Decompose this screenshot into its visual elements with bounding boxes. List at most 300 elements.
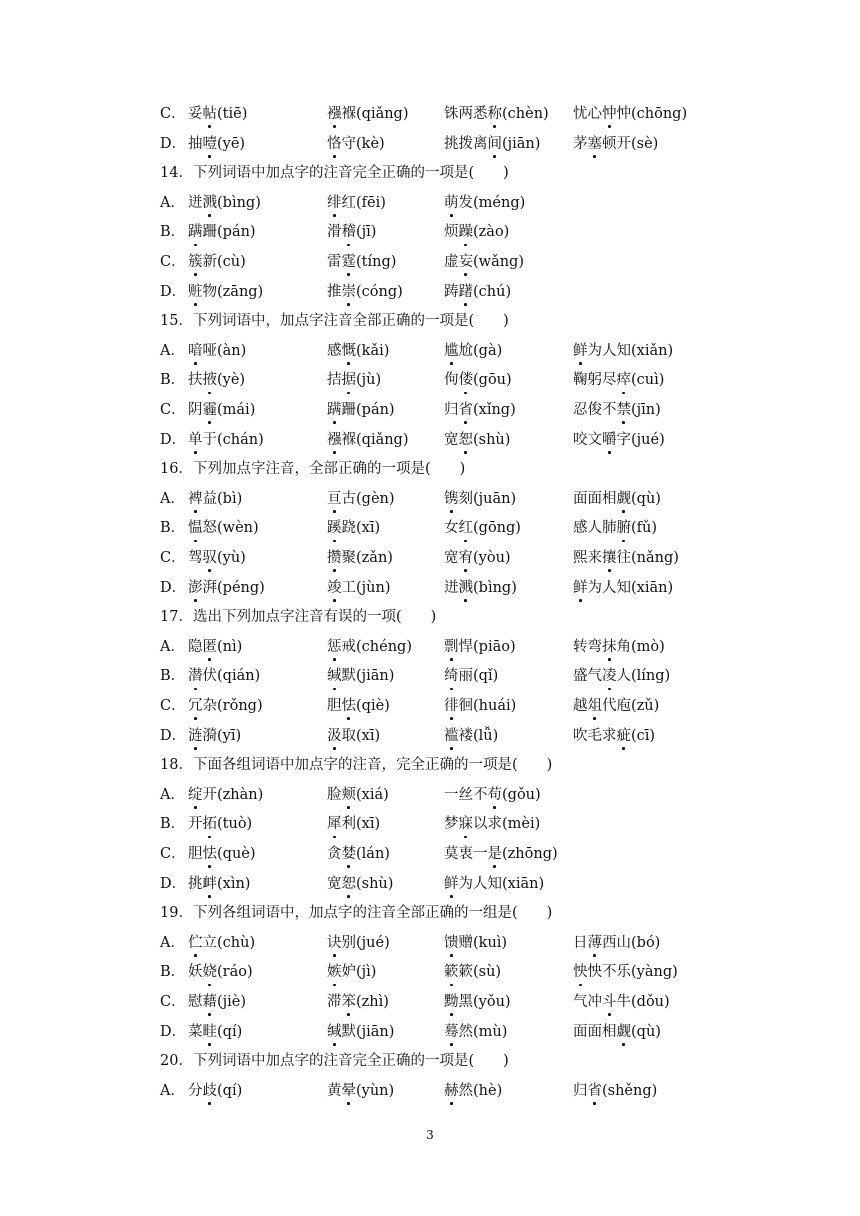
word-with-pinyin: 挑拨离间(jiān) [444, 132, 540, 156]
question-stem: 14．下列词语中加点字的注音完全正确的一项是( ) [160, 165, 509, 182]
word-with-pinyin: 怏怏不乐(yàng) [573, 960, 678, 984]
pinyin: (gèn) [356, 490, 395, 507]
page-number: 3 [426, 1128, 434, 1142]
emphasis-dotted-char: 忡 [602, 102, 617, 126]
option-label: A． [160, 342, 185, 359]
pinyin: (xiǎn) [631, 342, 674, 359]
pinyin: (hè) [473, 1082, 503, 1099]
word-with-pinyin: 盛气凌人(líng) [573, 664, 670, 688]
pinyin: (fēi) [356, 194, 386, 211]
emphasis-dotted-char: 惩 [327, 635, 342, 659]
option-label: C． [160, 402, 186, 418]
pinyin: (zǎn) [356, 550, 393, 566]
word-with-pinyin: 簇新(cù) [188, 250, 246, 274]
pinyin: (qiǎng) [356, 431, 409, 448]
emphasis-dotted-char: 潜 [188, 664, 203, 688]
pinyin: (yī) [217, 727, 242, 744]
pinyin: (bìng) [473, 579, 517, 596]
emphasis-dotted-char: 躁 [459, 220, 474, 244]
pinyin: (jiān) [356, 668, 395, 685]
emphasis-dotted-char: 尴 [444, 339, 459, 363]
word-with-pinyin: 宽宥(yòu) [444, 546, 511, 570]
emphasis-dotted-char: 伫 [188, 931, 203, 955]
word-with-pinyin: 熙来攘往(nǎng) [573, 546, 679, 570]
word-with-pinyin: 忍俊不禁(jīn) [573, 398, 661, 422]
pinyin: (jué) [631, 431, 665, 448]
emphasis-dotted-char: 单 [188, 428, 203, 452]
pinyin: (pán) [356, 402, 395, 418]
word-with-pinyin: 澎湃(péng) [188, 576, 265, 600]
emphasis-dotted-char: 觑 [617, 487, 632, 511]
emphasis-dotted-char: 歧 [203, 1079, 218, 1103]
emphasis-dotted-char: 颊 [342, 783, 357, 807]
emphasis-dotted-char: 抹 [602, 635, 617, 659]
pinyin: (bì) [217, 490, 243, 507]
word-with-pinyin: 梦寐以求(mèi) [444, 812, 540, 836]
emphasis-dotted-char: 澎 [188, 576, 203, 600]
emphasis-dotted-char: 匿 [203, 635, 218, 659]
emphasis-dotted-char: 畦 [203, 1020, 218, 1044]
pinyin: (lán) [356, 846, 390, 862]
word-with-pinyin: 归省(shěng) [573, 1079, 657, 1103]
pinyin: (chú) [473, 283, 512, 300]
option-label: D． [160, 875, 187, 892]
emphasis-dotted-char: 笨 [342, 990, 357, 1014]
word-with-pinyin: 鲜为人知(xiān) [573, 576, 673, 600]
pinyin: (yòu) [473, 550, 511, 566]
pinyin: (lǚ) [473, 727, 499, 744]
emphasis-dotted-char: 掖 [203, 368, 218, 392]
emphasis-dotted-char: 霾 [203, 398, 218, 422]
emphasis-dotted-char: 馈 [444, 931, 459, 955]
pinyin: (jiān) [356, 1023, 395, 1040]
pinyin: (qián) [217, 668, 261, 685]
pinyin: (yàng) [631, 964, 678, 981]
word-with-pinyin: 铢两悉称(chèn) [444, 102, 549, 126]
word-with-pinyin: 镌刻(juān) [444, 487, 516, 511]
option-label: C． [160, 106, 186, 122]
emphasis-dotted-char: 禁 [617, 398, 632, 422]
word-with-pinyin: 归省(xǐng) [444, 398, 516, 422]
emphasis-dotted-char: 诀 [327, 931, 342, 955]
pinyin: (xiá) [356, 786, 389, 803]
pinyin: (yù) [217, 550, 246, 566]
word-with-pinyin: 宽恕(shù) [327, 872, 393, 896]
pinyin: (ráo) [217, 964, 253, 981]
emphasis-dotted-char: 蹊 [327, 516, 342, 540]
pinyin: (mù) [473, 1023, 508, 1040]
word-with-pinyin: 绮丽(qǐ) [444, 664, 498, 688]
emphasis-dotted-char: 嫉 [327, 960, 342, 984]
pinyin: (shù) [356, 875, 394, 892]
pinyin: (jī) [356, 224, 377, 241]
pinyin: (xī) [356, 816, 381, 833]
word-with-pinyin: 莫衷一是(zhōng) [444, 842, 558, 866]
emphasis-dotted-char: 绮 [444, 664, 459, 688]
word-with-pinyin: 隐匿(nì) [188, 635, 242, 659]
pinyin: (gōu) [473, 372, 512, 389]
emphasis-dotted-char: 觑 [617, 1020, 632, 1044]
word-with-pinyin: 迸溅(bìng) [444, 576, 517, 600]
word-with-pinyin: 越俎代庖(zǔ) [573, 694, 659, 718]
option-label: D． [160, 727, 187, 744]
word-with-pinyin: 感慨(kǎi) [327, 339, 389, 363]
emphasis-dotted-char: 慨 [342, 339, 357, 363]
word-with-pinyin: 面面相觑(qù) [573, 487, 661, 511]
pinyin: (sè) [631, 135, 659, 152]
word-with-pinyin: 尴尬(gà) [444, 339, 502, 363]
pinyin: (fǔ) [631, 520, 658, 537]
emphasis-dotted-char: 溅 [203, 191, 218, 215]
emphasis-dotted-char: 驭 [203, 546, 218, 570]
emphasis-dotted-char: 绽 [188, 783, 203, 807]
emphasis-dotted-char: 缄 [327, 664, 342, 688]
option-label: D． [160, 283, 187, 300]
pinyin: (kuì) [473, 934, 508, 951]
pinyin: (xìn) [217, 875, 251, 892]
emphasis-dotted-char: 妄 [459, 250, 474, 274]
pinyin: (gǒu) [502, 786, 541, 803]
emphasis-dotted-char: 拓 [203, 812, 218, 836]
pinyin: (zhōng) [502, 846, 558, 862]
emphasis-dotted-char: 缄 [327, 1020, 342, 1044]
emphasis-dotted-char: 帖 [203, 102, 218, 126]
word-with-pinyin: 茅塞顿开(sè) [573, 132, 658, 156]
word-with-pinyin: 裨益(bì) [188, 487, 242, 511]
emphasis-dotted-char: 噎 [203, 132, 218, 156]
word-with-pinyin: 转弯抹角(mò) [573, 635, 665, 659]
pinyin: (jiān) [502, 135, 541, 152]
pinyin: (pán) [217, 224, 256, 241]
word-with-pinyin: 妖娆(ráo) [188, 960, 253, 984]
emphasis-dotted-char: 红 [459, 516, 474, 540]
option-label: B． [160, 668, 186, 685]
pinyin: (cóng) [356, 283, 403, 300]
pinyin: (qiè) [356, 698, 390, 714]
pinyin: (zào) [473, 224, 510, 241]
pinyin: (què) [217, 846, 256, 862]
word-with-pinyin: 褴褛(lǚ) [444, 724, 498, 748]
word-with-pinyin: 日薄西山(bó) [573, 931, 660, 955]
emphasis-dotted-char: 宥 [459, 546, 474, 570]
emphasis-dotted-char: 塞 [588, 132, 603, 156]
word-with-pinyin: 蹒跚(pán) [188, 220, 256, 244]
pinyin: (xī) [356, 727, 381, 744]
word-with-pinyin: 簌簌(sù) [444, 960, 501, 984]
pinyin: (dǒu) [631, 994, 670, 1010]
word-with-pinyin: 绯红(fēi) [327, 191, 386, 215]
word-with-pinyin: 阴霾(mái) [188, 398, 255, 422]
question-stem: 17．选出下列加点字注音有误的一项( ) [160, 609, 437, 626]
emphasis-dotted-char: 喑 [188, 339, 203, 363]
word-with-pinyin: 贪婪(lán) [327, 842, 390, 866]
word-with-pinyin: 胆怯(qiè) [327, 694, 390, 718]
word-with-pinyin: 驾驭(yù) [188, 546, 246, 570]
option-label: B． [160, 372, 186, 389]
pinyin: (mò) [631, 638, 665, 655]
emphasis-dotted-char: 绯 [327, 191, 342, 215]
pinyin: (zhàn) [217, 786, 264, 803]
word-with-pinyin: 冗杂(rǒng) [188, 694, 263, 718]
pinyin: (xiān) [502, 875, 545, 892]
pinyin: (méng) [473, 194, 526, 211]
word-with-pinyin: 感人肺腑(fǔ) [573, 516, 657, 540]
emphasis-dotted-char: 薄 [588, 931, 603, 955]
emphasis-dotted-char: 黝 [444, 990, 459, 1014]
pinyin: (qù) [631, 1023, 661, 1040]
emphasis-dotted-char: 蹒 [327, 398, 342, 422]
pinyin: (yùn) [356, 1082, 395, 1099]
option-label: D． [160, 431, 187, 448]
pinyin: (chèn) [502, 106, 549, 122]
word-with-pinyin: 推崇(cóng) [327, 280, 403, 304]
emphasis-dotted-char: 省 [588, 1079, 603, 1103]
word-with-pinyin: 分歧(qí) [188, 1079, 242, 1103]
word-with-pinyin: 菜畦(qí) [188, 1020, 242, 1044]
emphasis-dotted-char: 崇 [342, 280, 357, 304]
emphasis-dotted-char: 赃 [188, 280, 203, 304]
pinyin: (shěng) [602, 1082, 658, 1099]
word-with-pinyin: 襁褓(qiǎng) [327, 102, 409, 126]
pinyin: (qí) [217, 1082, 243, 1099]
question-stem: 15．下列词语中，加点字注音全部正确的一项是( ) [160, 313, 509, 330]
emphasis-dotted-char: 藉 [203, 990, 218, 1014]
pinyin: (qù) [631, 490, 661, 507]
word-with-pinyin: 宽恕(shù) [444, 428, 510, 452]
word-with-pinyin: 赫然(hè) [444, 1079, 502, 1103]
emphasis-dotted-char: 疵 [617, 724, 632, 748]
word-with-pinyin: 开拓(tuò) [188, 812, 252, 836]
word-with-pinyin: 涟漪(yī) [188, 724, 241, 748]
pinyin: (chù) [217, 934, 256, 951]
emphasis-dotted-char: 苟 [488, 783, 503, 807]
word-with-pinyin: 踌躇(chú) [444, 280, 511, 304]
word-with-pinyin: 女红(gōng) [444, 516, 521, 540]
emphasis-dotted-char: 瘁 [617, 368, 632, 392]
word-with-pinyin: 虚妄(wǎng) [444, 250, 524, 274]
pinyin: (jīn) [631, 402, 661, 418]
emphasis-dotted-char: 褴 [444, 724, 459, 748]
pinyin: (jué) [356, 934, 390, 951]
word-with-pinyin: 绽开(zhàn) [188, 783, 263, 807]
emphasis-dotted-char: 偻 [459, 368, 474, 392]
emphasis-dotted-char: 腑 [617, 516, 632, 540]
word-with-pinyin: 黄晕(yùn) [327, 1079, 394, 1103]
word-with-pinyin: 萌发(méng) [444, 191, 525, 215]
emphasis-dotted-char: 赫 [444, 1079, 459, 1103]
pinyin: (péng) [217, 579, 265, 596]
emphasis-dotted-char: 簇 [188, 250, 203, 274]
word-with-pinyin: 亘古(gèn) [327, 487, 395, 511]
pinyin: (qí) [217, 1023, 243, 1040]
emphasis-dotted-char: 镌 [444, 487, 459, 511]
pinyin: (tíng) [356, 254, 397, 270]
pinyin: (gōng) [473, 520, 521, 537]
word-with-pinyin: 拮据(jù) [327, 368, 381, 392]
option-label: B． [160, 224, 186, 241]
word-with-pinyin: 黝黑(yǒu) [444, 990, 511, 1014]
pinyin: (wèn) [217, 520, 259, 537]
pinyin: (qiǎng) [356, 106, 409, 122]
pinyin: (xǐng) [473, 402, 516, 418]
word-with-pinyin: 馈赠(kuì) [444, 931, 507, 955]
word-with-pinyin: 单于(chán) [188, 428, 264, 452]
pinyin: (cù) [217, 254, 246, 270]
pinyin: (tuò) [217, 816, 253, 833]
word-with-pinyin: 赃物(zāng) [188, 280, 263, 304]
pinyin: (bó) [631, 934, 661, 951]
word-with-pinyin: 佝偻(gōu) [444, 368, 512, 392]
pinyin: (gà) [473, 342, 503, 359]
word-with-pinyin: 襁褓(qiǎng) [327, 428, 409, 452]
word-with-pinyin: 惩戒(chéng) [327, 635, 412, 659]
emphasis-dotted-char: 亘 [327, 487, 342, 511]
emphasis-dotted-char: 蓦 [444, 1020, 459, 1044]
word-with-pinyin: 气冲斗牛(dǒu) [573, 990, 670, 1014]
option-label: C． [160, 846, 186, 862]
emphasis-dotted-char: 襁 [327, 428, 342, 452]
option-label: B． [160, 816, 186, 833]
emphasis-dotted-char: 娆 [203, 960, 218, 984]
pinyin: (bìng) [217, 194, 261, 211]
option-label: C． [160, 254, 186, 270]
emphasis-dotted-char: 是 [488, 842, 503, 866]
emphasis-dotted-char: 溅 [459, 576, 474, 600]
emphasis-dotted-char: 怯 [342, 694, 357, 718]
word-with-pinyin: 蹊跷(xī) [327, 516, 380, 540]
emphasis-dotted-char: 衅 [203, 872, 218, 896]
emphasis-dotted-char: 称 [488, 102, 503, 126]
pinyin: (tiē) [217, 106, 248, 122]
word-with-pinyin: 胆怯(què) [188, 842, 256, 866]
word-with-pinyin: 攒聚(zǎn) [327, 546, 393, 570]
emphasis-dotted-char: 裨 [188, 487, 203, 511]
emphasis-dotted-char: 凌 [602, 664, 617, 688]
emphasis-dotted-char: 愠 [188, 516, 203, 540]
pinyin: (wǎng) [473, 254, 524, 270]
word-with-pinyin: 竣工(jùn) [327, 576, 391, 600]
pinyin: (chōng) [631, 106, 688, 122]
word-with-pinyin: 鞠躬尽瘁(cuì) [573, 368, 664, 392]
word-with-pinyin: 妥帖(tiē) [188, 102, 247, 126]
option-label: C． [160, 994, 186, 1010]
word-with-pinyin: 咬文嚼字(jué) [573, 428, 665, 452]
emphasis-dotted-char: 簌 [444, 960, 459, 984]
pinyin: (sù) [473, 964, 502, 981]
emphasis-dotted-char: 据 [342, 368, 357, 392]
word-with-pinyin: 雷霆(tíng) [327, 250, 396, 274]
word-with-pinyin: 诀别(jué) [327, 931, 390, 955]
word-with-pinyin: 潜伏(qián) [188, 664, 260, 688]
pinyin: (nì) [217, 638, 243, 655]
emphasis-dotted-char: 斗 [602, 990, 617, 1014]
word-with-pinyin: 鲜为人知(xiǎn) [573, 339, 673, 363]
emphasis-dotted-char: 间 [488, 132, 503, 156]
word-with-pinyin: 缄默(jiān) [327, 664, 394, 688]
emphasis-dotted-char: 怯 [203, 842, 218, 866]
emphasis-dotted-char: 恕 [342, 872, 357, 896]
pinyin: (xiān) [631, 579, 674, 596]
pinyin: (nǎng) [631, 550, 679, 566]
emphasis-dotted-char: 冗 [188, 694, 203, 718]
pinyin: (mái) [217, 402, 256, 418]
word-with-pinyin: 烦躁(zào) [444, 220, 509, 244]
emphasis-dotted-char: 嚼 [602, 428, 617, 452]
pinyin: (jì) [356, 964, 377, 981]
word-with-pinyin: 脸颊(xiá) [327, 783, 389, 807]
pinyin: (rǒng) [217, 698, 263, 714]
word-with-pinyin: 喑哑(àn) [188, 339, 246, 363]
emphasis-dotted-char: 蹒 [188, 220, 203, 244]
emphasis-dotted-char: 涟 [188, 724, 203, 748]
pinyin: (zāng) [217, 283, 264, 300]
word-with-pinyin: 面面相觑(qù) [573, 1020, 661, 1044]
option-label: A． [160, 934, 185, 951]
option-label: A． [160, 638, 185, 655]
pinyin: (jù) [356, 372, 382, 389]
pinyin: (cī) [631, 727, 656, 744]
pinyin: (yè) [217, 372, 246, 389]
emphasis-dotted-char: 晕 [342, 1079, 357, 1103]
word-with-pinyin: 缄默(jiān) [327, 1020, 394, 1044]
emphasis-dotted-char: 萌 [444, 191, 459, 215]
word-with-pinyin: 愠怒(wèn) [188, 516, 259, 540]
option-label: C． [160, 698, 186, 714]
emphasis-dotted-char: 攒 [327, 546, 342, 570]
emphasis-dotted-char: 稽 [342, 220, 357, 244]
emphasis-dotted-char: 寐 [459, 812, 474, 836]
word-with-pinyin: 挑衅(xìn) [188, 872, 250, 896]
option-label: A． [160, 194, 185, 211]
emphasis-dotted-char: 婪 [342, 842, 357, 866]
emphasis-dotted-char: 恕 [459, 428, 474, 452]
word-with-pinyin: 鲜为人知(xiān) [444, 872, 544, 896]
pinyin: (jiè) [217, 994, 247, 1010]
emphasis-dotted-char: 躇 [459, 280, 474, 304]
emphasis-dotted-char: 俎 [588, 694, 603, 718]
emphasis-dotted-char: 汲 [327, 724, 342, 748]
option-label: D． [160, 579, 187, 596]
question-stem: 20．下列词语中加点字的注音完全正确的一项是( ) [160, 1053, 509, 1070]
word-with-pinyin: 剽悍(piāo) [444, 635, 516, 659]
word-with-pinyin: 嫉妒(jì) [327, 960, 376, 984]
question-stem: 19．下列各组词语中，加点字的注音全部正确的一组是( ) [160, 905, 553, 922]
pinyin: (shù) [473, 431, 511, 448]
emphasis-dotted-char: 徘 [444, 694, 459, 718]
pinyin: (yē) [217, 135, 246, 152]
emphasis-dotted-char: 鲜 [573, 339, 588, 363]
emphasis-dotted-char: 省 [459, 398, 474, 422]
word-with-pinyin: 蹒跚(pán) [327, 398, 395, 422]
pinyin: (líng) [631, 668, 671, 685]
emphasis-dotted-char: 怏 [573, 960, 588, 984]
option-label: C． [160, 550, 186, 566]
question-stem: 18．下面各组词语中加点字的注音，完全正确的一项是( ) [160, 757, 553, 774]
word-with-pinyin: 抽噎(yē) [188, 132, 245, 156]
word-with-pinyin: 徘徊(huái) [444, 694, 516, 718]
pinyin: (qǐ) [473, 668, 499, 685]
option-label: D． [160, 1023, 187, 1040]
option-label: B． [160, 964, 186, 981]
word-with-pinyin: 吹毛求疵(cī) [573, 724, 655, 748]
pinyin: (huái) [473, 698, 517, 714]
pinyin: (kè) [356, 135, 385, 152]
emphasis-dotted-char: 恪 [327, 132, 342, 156]
word-with-pinyin: 一丝不苟(gǒu) [444, 783, 541, 807]
pinyin: (yǒu) [473, 994, 511, 1010]
pinyin: (zhì) [356, 994, 389, 1010]
pinyin: (jùn) [356, 579, 391, 596]
